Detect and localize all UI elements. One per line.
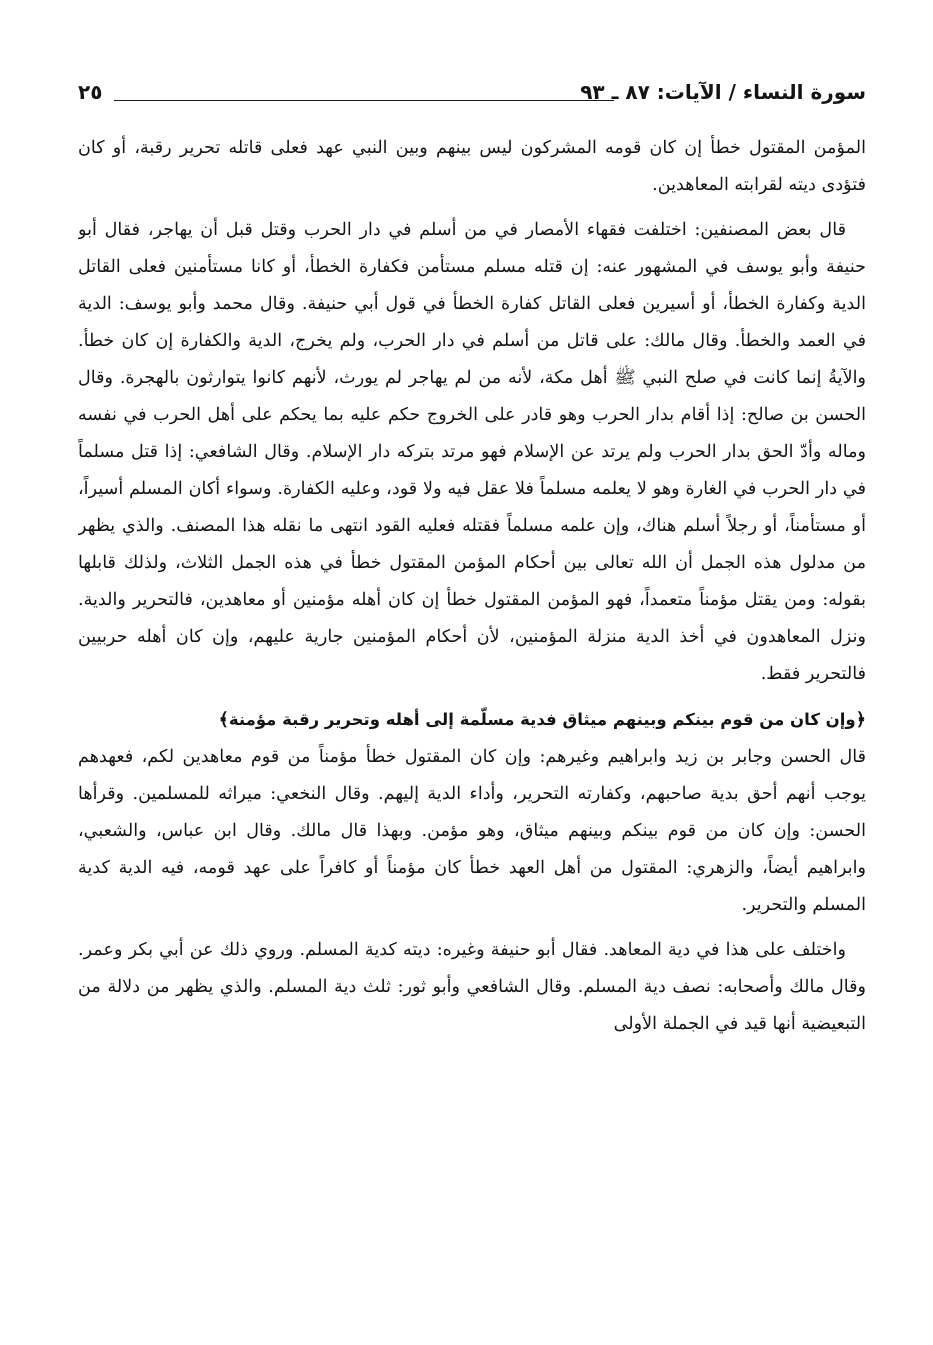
verse-open-bracket: ﴿ [855,709,866,730]
paragraph-3: قال الحسن وجابر بن زيد وابراهيم وغيرهم: وإن كان المقتول خطأ مؤمناً من قوم معاهدين لكم، فعهدهم يوجب أنهم أحق بدية صاحبهم، وكفارته التحرير، وأداء الدية إليهم. وقال النخعي: ميراثه للمسلمين. وقرأها الحسن: وإن كان من قوم بينكم وبينهم ميثاق، وهو مؤمن. وبهذا قال مالك. وقال ابن عباس، والشعبي، وابراهيم أيضاً، والزهري: المقتول من أهل العهد خطأ كان مؤمناً أو كافراً على عهد قومه، فيه الدية كدية المسلم والتحرير. [78,747,866,915]
running-head: سورة النساء / الآيات: ٨٧ ـ ٩٣ [580,80,866,104]
page-number: ٢٥ [78,80,103,104]
quranic-verse: وإن كان من قوم بينكم وبينهم ميثاق فدية مسلّمة إلى أهله وتحرير رقبة مؤمنة [228,710,856,729]
header-rule [114,100,614,101]
page-header [78,80,866,120]
paragraph-2: قال بعض المصنفين: اختلفت فقهاء الأمصار في من أسلم في دار الحرب وقتل قبل أن يهاجر، فقال أبو حنيفة وأبو يوسف في المشهور عنه: إن قتله مسلم مستأمن فكفارة الخطأ، أو كانا مستأمنين فعلى القاتل الدية وكفارة الخطأ، أو أسيرين فعلى القاتل كفارة الخطأ في قول أبي حنيفة. وقال محمد وأبو يوسف: الدية في العمد والخطأ. وقال مالك: على قاتل من أسلم في دار الحرب، ولم يخرج، الدية والكفارة إن كان خطأ. والآيةُ إنما كانت في صلح النبي ﷺ أهل مكة، لأنه من لم يهاجر لم يورث، لأنهم كانوا يتوارثون بالهجرة. وقال الحسن بن صالح: إذا أقام بدار الحرب وهو قادر على الخروج حكم عليه بما يحكم على أهل الحرب في نفسه وماله وأدّ الحق بدار الحرب ولم يرتد عن الإسلام فهو مرتد بتركه دار الإسلام. وقال الشافعي: إذا قتل مسلماً في دار الحرب في الغارة وهو لا يعلمه مسلماً فلا عقل فيه ولا قود، وعليه الكفارة. وسواء أكان المسلم أسيراً، أو مستأمناً، أو رجلاً أسلم هناك، وإن علمه مسلماً فقتله فعليه القود انتهى ما نقله هذا المصنف. والذي يظهر من مدلول هذه الجمل أن الله تعالى بين أحكام المؤمن المقتول خطأ في هذه الجمل الثلاث، ولذلك قابلها بقوله: ومن يقتل مؤمناً متعمداً، فهو المؤمن المقتول خطأ إن كان أهله مؤمنين أو معاهدين، فالتحرير والدية. ونزل المعاهدون في أخذ الدية منزلة المؤمنين، لأن أحكام المؤمنين جارية عليهم، وإن كان أهله حربيين فالتحرير فقط. [78,220,866,684]
verse-close-bracket: ﴾ [218,709,229,730]
body-text [78,130,866,1043]
paragraph-1: المؤمن المقتول خطأ إن كان قومه المشركون ليس بينهم وبين النبي عهد فعلى قاتله تحرير رقبة، أو كان فتؤدى ديته لقرابته المعاهدين. [78,138,866,195]
book-page [78,80,866,1270]
paragraph-4: واختلف على هذا في دية المعاهد. فقال أبو حنيفة وغيره: ديته كدية المسلم. وروي ذلك عن أبي بكر وعمر. وقال مالك وأصحابه: نصف دية المسلم. وقال الشافعي وأبو ثور: ثلث دية المسلم. والذي يظهر من دلالة من التبعيضية أنها قيد في الجملة الأولى [78,940,866,1034]
verse-line [78,701,866,739]
